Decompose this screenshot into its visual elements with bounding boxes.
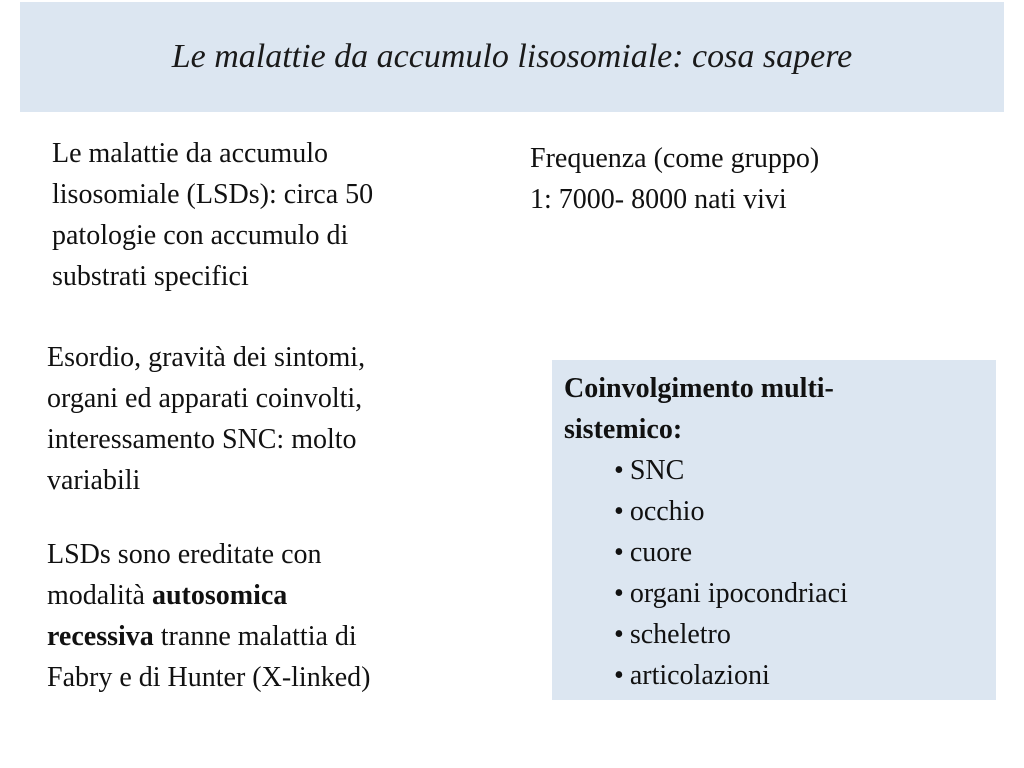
title-banner: [20, 2, 1004, 112]
onset-line: organi ed apparati coinvolti,: [47, 383, 363, 414]
frequency-paragraph: [530, 138, 970, 220]
inheritance-bold-autosomica: autosomica: [151, 580, 288, 611]
intro-line: patologie con accumulo di: [52, 220, 349, 251]
intro-line: lisosomiale (LSDs): circa 50: [52, 179, 374, 210]
onset-line: variabili: [47, 465, 141, 496]
onset-line: interessamento SNC: molto: [47, 424, 357, 455]
multisystem-list: [564, 450, 984, 696]
intro-line: Le malattie da accumulo: [52, 138, 328, 169]
slide-title: Le malattie da accumulo lisosomiale: cosa sapere: [171, 38, 853, 75]
inheritance-line: [47, 616, 487, 657]
list-item: • organi ipocondriaci: [614, 573, 984, 614]
frequency-line: Frequenza (come gruppo): [530, 143, 820, 174]
multisystem-title: sistemico:: [564, 414, 683, 445]
inheritance-line: Fabry e di Hunter (X-linked): [47, 662, 371, 693]
inheritance-text: tranne malattia di: [153, 621, 357, 652]
multisystem-title: Coinvolgimento multi-: [564, 373, 834, 404]
inheritance-paragraph: [47, 534, 487, 698]
multisystem-box: [552, 360, 996, 700]
list-item: • occhio: [614, 491, 984, 532]
onset-line: Esordio, gravità dei sintomi,: [47, 342, 366, 373]
inheritance-line: LSDs sono ereditate con: [47, 539, 322, 570]
list-item: • cuore: [614, 532, 984, 573]
frequency-line: 1: 7000- 8000 nati vivi: [530, 184, 787, 215]
onset-paragraph: [47, 337, 487, 501]
intro-paragraph: [52, 133, 492, 297]
inheritance-bold-recessiva: recessiva: [47, 621, 154, 652]
inheritance-text: modalità: [47, 580, 152, 611]
intro-line: substrati specifici: [52, 261, 249, 292]
list-item: • scheletro: [614, 614, 984, 655]
list-item: • SNC: [614, 450, 984, 491]
inheritance-line: [47, 575, 487, 616]
list-item: • articolazioni: [614, 655, 984, 696]
